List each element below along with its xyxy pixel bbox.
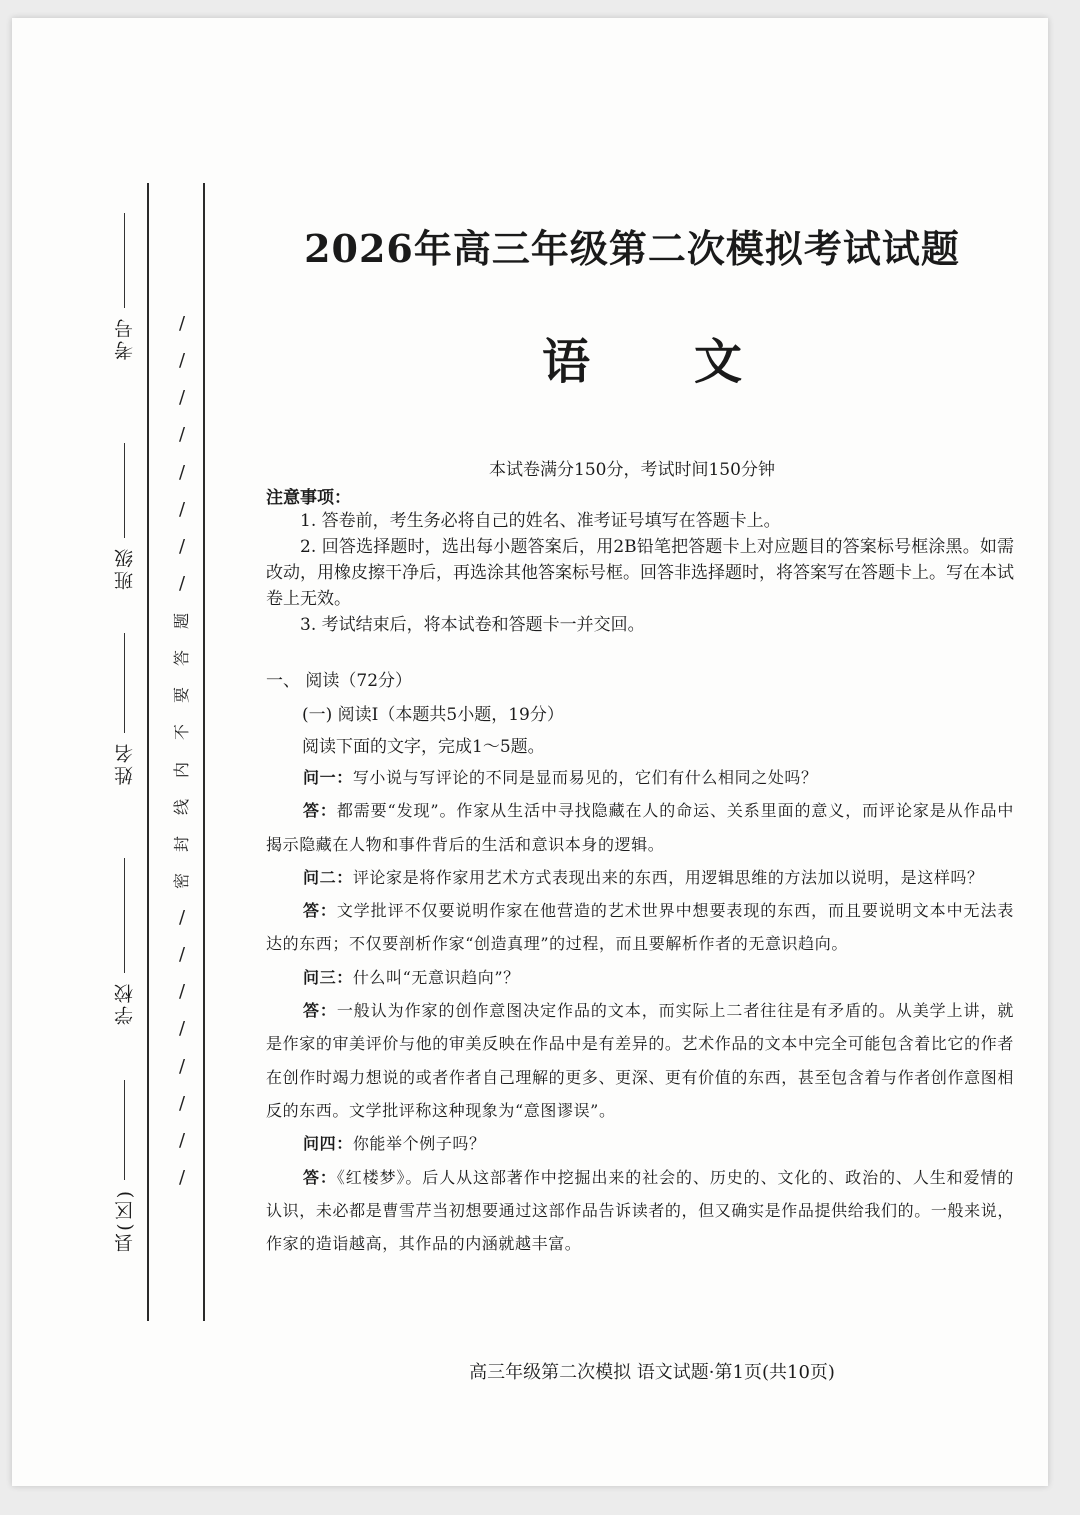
note-item: 1. 答卷前，考生务必将自己的姓名、准考证号填写在答题卡上。 [300,511,781,531]
paragraph-text: 什么叫“无意识趋向”？ [352,967,520,987]
seal-char: 要 [171,687,191,704]
passage-paragraph [266,894,1014,961]
page-footer: 高三年级第二次模拟 语文试题·第1页(共10页) [469,1362,835,1383]
exam-page [12,18,1048,1486]
section-heading: 一、 阅读（72分） [266,671,413,691]
seal-dash: / [178,424,186,446]
seal-dash: / [178,313,186,334]
seal-dash: / [178,350,186,372]
seal-line-text [162,313,202,1188]
field-blank [124,213,125,308]
question-label: 问二： [303,867,353,887]
paragraph-text: 《红楼梦》。后人从这部著作中挖掘出来的社会的、历史的、文化的、政治的、人生和爱情的认识，未必都是曹雪芹当初想要通过这部作品告诉读者的，但又确实是作品提供给我们的。一般来说，作家的造诣越高，其作品的内涵就越丰富。 [266,1167,1014,1254]
seal-char: 不 [171,724,191,741]
seal-dash: / [178,1018,186,1040]
question-label: 问一： [303,768,353,787]
seal-dash: / [178,461,186,483]
passage-paragraph [266,1161,1014,1261]
field-school [104,858,144,1029]
exam-title: 2026年高三年级第二次模拟考试试题 [304,226,960,271]
passage-paragraph [266,861,1014,894]
paragraph-text: 写小说与写评论的不同是显而易见的，它们有什么相同之处吗？ [352,768,818,787]
paragraph-text: 评论家是将作家用艺术方式表现出来的东西，用逻辑思维的方法加以说明，是这样吗？ [352,867,984,887]
subsection-heading: (一) 阅读Ⅰ（本题共5小题，19分） [302,705,564,725]
paragraph-text: 你能举个例子吗？ [352,1134,486,1154]
section-instruction: 阅读下面的文字，完成1～5题。 [302,737,545,757]
field-label: 班级 [113,546,136,590]
field-label: 县(区) [113,1188,136,1253]
seal-char: 答 [171,650,191,667]
paragraph-text: 一般认为作家的创作意图决定作品的文本，而实际上二者往往是有矛盾的。从美学上讲，就是作家的审美评价与他的审美反映在作品中是有差异的。艺术作品的文本中完全可能包含着比它的作者在创作时竭力想说的或者作者自己理解的更多、更深、更有价值的东西，甚至包含着与作者创作意图相反的东西。文学批评称这种现象为“意图谬误”。 [266,1001,1014,1120]
note-item: 3. 考试结束后，将本试卷和答题卡一并交回。 [300,615,645,635]
reading-passage [266,761,1014,1260]
note-item: 2. 回答选择题时，选出每小题答案后，用2B铅笔把答题卡上对应题目的答案标号框涂黑。如需改动，用橡皮擦干净后，再选涂其他答案标号框。回答非选择题时，将答案写在答题卡上。写在本试卷上无效。 [266,537,1014,609]
answer-label: 答： [303,901,337,921]
subject-char: 语 [542,334,591,390]
field-name [104,633,144,789]
field-blank [124,633,125,733]
answer-label: 答： [303,1001,337,1021]
seal-dash: / [178,1092,186,1114]
seal-dash: / [178,535,186,557]
field-blank [124,443,125,538]
seal-char: 密 [171,872,191,889]
subject-char: 文 [693,334,742,390]
binding-line-outer [147,183,149,1321]
subject-title [542,323,742,392]
field-blank [124,1080,125,1180]
notes-list [266,508,1014,638]
passage-paragraph [266,961,1014,994]
seal-dash: / [178,387,186,409]
question-label: 问四： [303,1134,353,1154]
field-blank [124,858,125,973]
field-label: 姓名 [113,741,136,785]
seal-dash: / [178,907,186,928]
paragraph-text: 都需要“发现”。作家从生活中寻找隐藏在人的命运、关系里面的意义，而评论家是从作品中揭示隐藏在人物和事件背后的生活和意识本身的逻辑。 [266,801,1014,854]
field-class [104,443,144,594]
seal-char: 题 [171,612,191,630]
seal-char: 内 [171,761,191,778]
passage-paragraph [266,761,1014,794]
field-county [104,1080,144,1257]
exam-meta: 本试卷满分150分，考试时间150分钟 [489,460,775,480]
binding-line-inner [203,183,205,1321]
answer-label: 答： [303,1167,337,1187]
seal-dash: / [178,572,186,594]
paragraph-text: 文学批评不仅要说明作家在他营造的艺术世界中想要表现的东西，而且要说明文本中无法表达的东西；不仅要剖析作家“创造真理”的过程，而且要解析作者的无意识趋向。 [266,901,1014,954]
passage-paragraph [266,794,1014,861]
seal-dash: / [178,498,186,520]
passage-paragraph [266,994,1014,1127]
answer-label: 答： [303,801,337,821]
seal-dash: / [178,981,186,1003]
seal-dash: / [178,1166,186,1188]
seal-dash: / [178,1055,186,1077]
field-label: 学校 [113,981,136,1025]
seal-char: 线 [171,798,191,815]
field-exam-number [104,213,144,364]
field-label: 考号 [113,316,136,360]
seal-char: 封 [171,835,191,852]
passage-paragraph [266,1127,1014,1160]
seal-dash: / [178,944,186,966]
seal-dash: / [178,1129,186,1151]
question-label: 问三： [303,967,353,987]
notes-heading: 注意事项： [266,488,351,508]
